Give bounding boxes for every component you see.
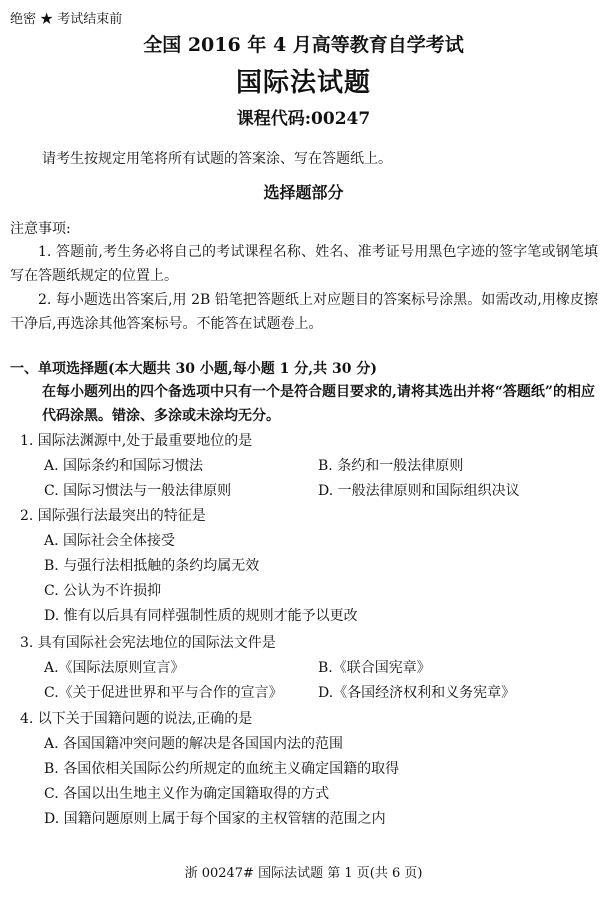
question-1-option-b: B. 条约和一般法律原则 xyxy=(318,458,464,474)
confidential-label: 绝密 ★ 考试结束前 xyxy=(10,12,123,27)
question-4-option-c: C. 各国以出生地主义作为确定国籍取得的方式 xyxy=(44,786,330,802)
notes-heading: 注意事项: xyxy=(10,221,71,237)
exam-title: 全国 2016 年 4 月高等教育自学考试 xyxy=(143,34,464,56)
question-4-stem: 4. 以下关于国籍问题的说法,正确的是 xyxy=(20,711,253,727)
question-3-option-b: B.《联合国宪章》 xyxy=(318,660,431,676)
question-2-option-a: A. 国际社会全体接受 xyxy=(44,533,176,549)
course-code: 课程代码:00247 xyxy=(236,109,371,129)
note-item-1: 1. 答题前,考生务必将自己的考试课程名称、姓名、准考证号用黑色字迹的签字笔或钢笔填写在答题纸规定的位置上。 xyxy=(10,244,598,284)
question-3-option-c: C.《关于促进世界和平与合作的宣言》 xyxy=(44,685,283,701)
question-3-stem: 3. 具有国际社会宪法地位的国际法文件是 xyxy=(20,635,276,651)
question-1-option-c: C. 国际习惯法与一般法律原则 xyxy=(44,483,232,499)
question-2-option-b: B. 与强行法相抵触的条约均属无效 xyxy=(44,558,260,574)
question-3-option-d: D.《各国经济权利和义务宪章》 xyxy=(318,685,516,701)
question-1-option-d: D. 一般法律原则和国际组织决议 xyxy=(318,483,520,499)
note-item-2: 2. 每小题选出答案后,用 2B 铅笔把答题纸上对应题目的答案标号涂黑。如需改动,用橡皮擦干净后,再选涂其他答案标号。不能答在试题卷上。 xyxy=(10,292,598,332)
question-4-option-d: D. 国籍问题原则上属于每个国家的主权管辖的范围之内 xyxy=(44,811,386,827)
question-3-option-a: A.《国际法原则宣言》 xyxy=(44,660,185,676)
page-footer: 浙 00247# 国际法试题 第 1 页(共 6 页) xyxy=(184,866,423,881)
question-2-option-c: C. 公认为不许损抑 xyxy=(44,583,162,599)
question-2-stem: 2. 国际强行法最突出的特征是 xyxy=(20,508,206,524)
part-one-heading: 一、单项选择题(本大题共 30 小题,每小题 1 分,共 30 分) xyxy=(10,361,377,377)
paper-title: 国际法试题 xyxy=(235,68,371,98)
question-4-option-b: B. 各国依相关国际公约所规定的血统主义确定国籍的取得 xyxy=(44,761,400,777)
section-title: 选择题部分 xyxy=(263,183,344,202)
answer-instruction: 请考生按规定用笔将所有试题的答案涂、写在答题纸上。 xyxy=(42,151,392,167)
question-4-option-a: A. 各国国籍冲突问题的解决是各国国内法的范围 xyxy=(44,736,344,752)
question-2-option-d: D. 惟有以后具有同样强制性质的规则才能予以更改 xyxy=(44,608,358,624)
part-one-description: 在每小题列出的四个备选项中只有一个是符合题目要求的,请将其选出并将“答题纸”的相应代码涂黑。错涂、多涂或未涂均无分。 xyxy=(42,384,595,424)
question-1-stem: 1. 国际法渊源中,处于最重要地位的是 xyxy=(20,433,253,449)
question-1-option-a: A. 国际条约和国际习惯法 xyxy=(44,458,204,474)
